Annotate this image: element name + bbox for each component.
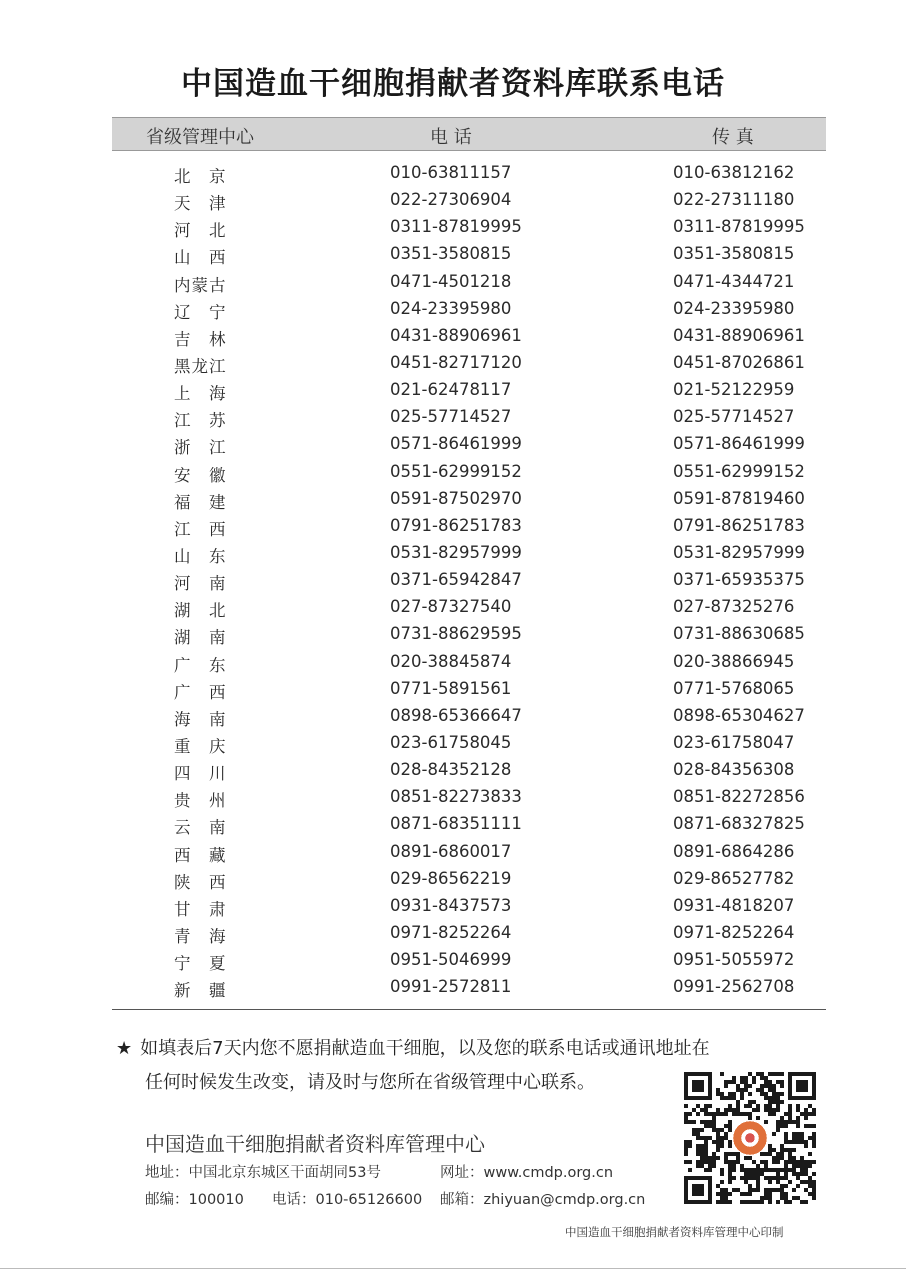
table-row: [112, 758, 826, 785]
phone-cell: 0471-4501218: [390, 271, 512, 291]
phone-cell: 0731-88629595: [390, 624, 522, 644]
province-cell: 江 西: [174, 519, 227, 539]
fax-cell: 0851-82272856: [673, 787, 805, 807]
phone-cell: 020-38845874: [390, 651, 512, 671]
qr-code-icon: [684, 1072, 816, 1204]
table-row: [112, 378, 826, 405]
province-cell: 辽 宁: [174, 302, 227, 322]
phone-cell: 028-84352128: [390, 760, 512, 780]
fax-cell: 0871-68327825: [673, 814, 805, 834]
province-cell: 山 东: [174, 546, 227, 566]
phone-cell: 0791-86251783: [390, 515, 522, 535]
province-cell: 湖 北: [174, 601, 227, 621]
zip-code: 邮编：100010: [145, 1192, 244, 1208]
phone-cell: 0898-65366647: [390, 705, 522, 725]
province-cell: 西 藏: [174, 845, 227, 865]
fax-cell: 0791-86251783: [673, 515, 805, 535]
province-cell: 江 苏: [174, 411, 227, 431]
province-cell: 北 京: [174, 167, 227, 186]
website: 网址：www.cmdp.org.cn: [440, 1165, 614, 1181]
footer-print-note: 中国造血干细胞捐献者资料库管理中心印制: [565, 1225, 784, 1239]
phone-cell: 0311-87819995: [390, 217, 522, 237]
fax-cell: 022-27311180: [673, 190, 795, 210]
table-row: [112, 948, 826, 975]
phone-cell: 021-62478117: [390, 380, 512, 400]
province-cell: 安 徽: [174, 465, 227, 485]
table-row: [112, 975, 826, 1002]
fax-cell: 020-38866945: [673, 651, 795, 671]
phone-cell: 0951-5046999: [390, 950, 512, 970]
province-cell: 四 川: [174, 764, 227, 784]
table-row: [112, 215, 826, 242]
phone-cell: 010-63811157: [390, 163, 512, 182]
header-phone: 电 话: [430, 127, 472, 148]
phone-cell: 0531-82957999: [390, 542, 522, 562]
email: 邮箱：zhiyuan@cmdp.org.cn: [440, 1192, 646, 1208]
province-cell: 海 南: [174, 709, 227, 729]
table-row: [112, 161, 826, 188]
phone-cell: 0551-62999152: [390, 461, 522, 481]
phone-cell: 0871-68351111: [390, 814, 522, 834]
phone-cell: 0771-5891561: [390, 678, 512, 698]
province-cell: 内蒙古: [174, 275, 227, 295]
phone-cell: 0351-3580815: [390, 244, 512, 264]
fax-cell: 025-57714527: [673, 407, 795, 427]
province-cell: 吉 林: [174, 329, 227, 349]
fax-cell: 0451-87026861: [673, 352, 805, 372]
province-cell: 广 东: [174, 655, 227, 675]
fax-cell: 021-52122959: [673, 380, 795, 400]
fax-cell: 0971-8252264: [673, 922, 795, 942]
table-row: [112, 351, 826, 378]
province-cell: 上 海: [174, 384, 227, 404]
fax-cell: 0898-65304627: [673, 705, 805, 725]
phone-cell: 0971-8252264: [390, 922, 512, 942]
page-title: 中国造血干细胞捐献者资料库联系电话: [181, 66, 725, 102]
table-row: [112, 622, 826, 649]
phone-cell: 024-23395980: [390, 298, 512, 318]
phone-cell: 0371-65942847: [390, 570, 522, 590]
province-cell: 重 庆: [174, 736, 227, 756]
fax-cell: 0551-62999152: [673, 461, 805, 481]
table-row: [112, 785, 826, 812]
table-row: [112, 460, 826, 487]
telephone: 电话：010-65126600: [272, 1192, 423, 1208]
fax-cell: 0371-65935375: [673, 570, 805, 590]
phone-cell: 027-87327540: [390, 597, 512, 617]
fax-cell: 0571-86461999: [673, 434, 805, 454]
phone-cell: 0931-8437573: [390, 895, 512, 915]
fax-cell: 024-23395980: [673, 298, 795, 318]
province-cell: 浙 江: [174, 438, 227, 458]
table-row: [112, 324, 826, 351]
province-cell: 天 津: [174, 194, 227, 214]
province-cell: 河 北: [174, 221, 227, 241]
fax-cell: 0991-2562708: [673, 977, 795, 997]
note-line-1: [116, 1034, 710, 1060]
address: 地址：中国北京东城区干面胡同53号: [145, 1165, 381, 1181]
table-row: [112, 677, 826, 704]
province-cell: 宁 夏: [174, 954, 227, 974]
table-row: [112, 432, 826, 459]
phone-cell: 022-27306904: [390, 190, 512, 210]
fax-cell: 0891-6864286: [673, 841, 795, 861]
fax-cell: 0731-88630685: [673, 624, 805, 644]
province-cell: 福 建: [174, 492, 227, 512]
fax-cell: 0531-82957999: [673, 542, 805, 562]
phone-cell: 0591-87502970: [390, 488, 522, 508]
fax-cell: 029-86527782: [673, 868, 795, 888]
table-row: [112, 297, 826, 324]
province-cell: 青 海: [174, 926, 227, 946]
province-cell: 河 南: [174, 574, 227, 594]
table-row: [112, 650, 826, 677]
header-fax: 传 真: [712, 127, 754, 148]
fax-cell: 0311-87819995: [673, 217, 805, 237]
table-row: [112, 514, 826, 541]
header-province: 省级管理中心: [146, 127, 254, 148]
table-row: [112, 487, 826, 514]
table-row: [112, 270, 826, 297]
table-row: [112, 188, 826, 215]
table-row: [112, 867, 826, 894]
fax-cell: 0591-87819460: [673, 488, 805, 508]
table-row: [112, 921, 826, 948]
org-name: 中国造血干细胞捐献者资料库管理中心: [145, 1132, 485, 1156]
fax-cell: 028-84356308: [673, 760, 795, 780]
phone-cell: 029-86562219: [390, 868, 512, 888]
phone-cell: 0431-88906961: [390, 325, 522, 345]
table-row: [112, 405, 826, 432]
fax-cell: 0471-4344721: [673, 271, 795, 291]
divider: [112, 1009, 826, 1010]
note-text-1: 如填表后7天内您不愿捐献造血干细胞，以及您的联系电话或通讯地址在: [140, 1038, 710, 1059]
province-cell: 云 南: [174, 818, 227, 838]
star-icon: ★: [116, 1038, 133, 1059]
province-cell: 贵 州: [174, 791, 227, 811]
province-cell: 黑龙江: [174, 356, 227, 376]
province-cell: 广 西: [174, 682, 227, 702]
province-cell: 陕 西: [174, 872, 227, 892]
table-row: [112, 595, 826, 622]
phone-cell: 0851-82273833: [390, 787, 522, 807]
table-row: [112, 840, 826, 867]
table-row: [112, 541, 826, 568]
province-cell: 山 西: [174, 248, 227, 268]
fax-cell: 027-87325276: [673, 597, 795, 617]
fax-cell: 010-63812162: [673, 163, 795, 182]
note-line-2: 任何时候发生改变，请及时与您所在省级管理中心联系。: [145, 1072, 595, 1093]
fax-cell: 0431-88906961: [673, 325, 805, 345]
fax-cell: 0951-5055972: [673, 950, 795, 970]
province-cell: 新 疆: [174, 981, 227, 1001]
table-row: [112, 894, 826, 921]
province-cell: 甘 肃: [174, 899, 227, 919]
phone-cell: 0571-86461999: [390, 434, 522, 454]
table-row: [112, 568, 826, 595]
table-row: [112, 704, 826, 731]
fax-cell: 0351-3580815: [673, 244, 795, 264]
fax-cell: 023-61758047: [673, 732, 795, 752]
phone-cell: 023-61758045: [390, 732, 512, 752]
phone-cell: 0891-6860017: [390, 841, 512, 861]
phone-cell: 0991-2572811: [390, 977, 512, 997]
table-row: [112, 242, 826, 269]
fax-cell: 0931-4818207: [673, 895, 795, 915]
contact-table: [112, 161, 826, 1002]
table-row: [112, 731, 826, 758]
phone-cell: 0451-82717120: [390, 352, 522, 372]
table-row: [112, 812, 826, 839]
table-header: [112, 117, 826, 151]
fax-cell: 0771-5768065: [673, 678, 795, 698]
province-cell: 湖 南: [174, 628, 227, 648]
page-edge: [0, 1268, 906, 1269]
phone-cell: 025-57714527: [390, 407, 512, 427]
